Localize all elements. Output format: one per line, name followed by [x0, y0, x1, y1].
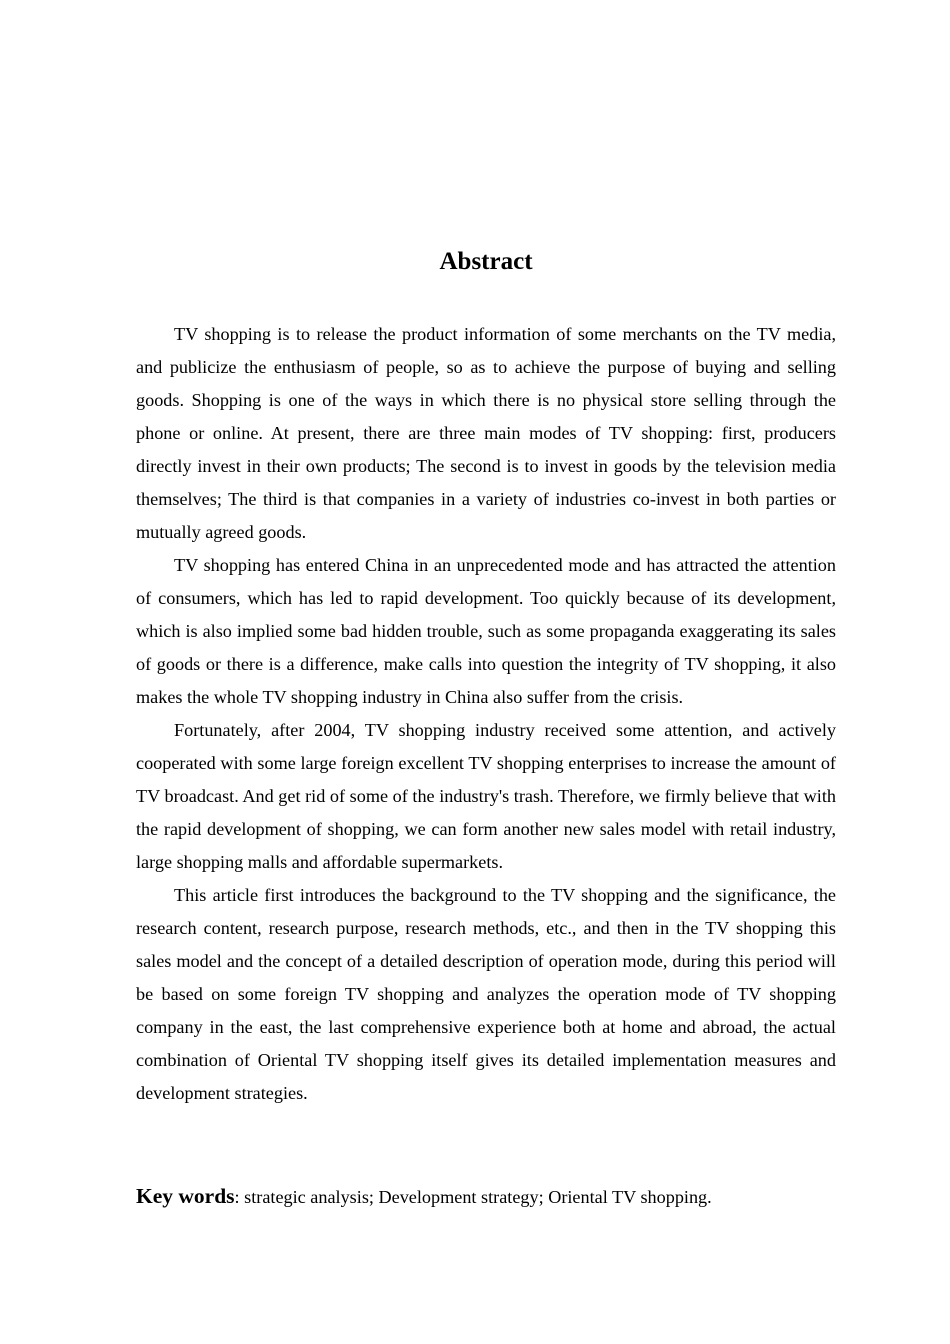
abstract-paragraph-3: Fortunately, after 2004, TV shopping industry received some attention, and actively cooperated with some large foreign excellent TV shopping enterprises to increase the amount of TV broadcast. And get rid of some of the industry's trash. Therefore, we firmly believe that with the rapid development of shopping, we can form another new sales model with retail industry, large shopping malls and affordable supermarkets. — [136, 720, 836, 872]
abstract-title: Abstract — [439, 248, 533, 275]
abstract-paragraph-1: TV shopping is to release the product information of some merchants on the TV media, and publicize the enthusiasm of people, so as to achieve the purpose of buying and selling goods. Shopping is one of the ways in which there is no physical store selling through the phone or online. At present, there are three main modes of TV shopping: first, producers directly invest in their own products; The second is to invest in goods by the television media themselves; The third is that companies in a variety of industries co-invest in both parties or mutually agreed goods. — [136, 324, 836, 542]
keywords-label: Key words — [136, 1184, 235, 1208]
keywords-text: : strategic analysis; Development strategy; Oriental TV shopping. — [234, 1187, 712, 1207]
keywords-line — [136, 1180, 836, 1214]
abstract-body — [136, 318, 836, 1110]
abstract-paragraph-2: TV shopping has entered China in an unprecedented mode and has attracted the attention of consumers, which has led to rapid development. Too quickly because of its development, which is also implied some bad hidden trouble, such as some propaganda exaggerating its sales of goods or there is a difference, make calls into question the integrity of TV shopping, it also makes the whole TV shopping industry in China also suffer from the crisis. — [136, 555, 836, 707]
abstract-paragraph-4: This article first introduces the background to the TV shopping and the significance, the research content, research purpose, research methods, etc., and then in the TV shopping this sales model and the concept of a detailed description of operation mode, during this period will be based on some foreign TV shopping and analyzes the operation mode of TV shopping company in the east, the last comprehensive experience both at home and abroad, the actual combination of Oriental TV shopping itself gives its detailed implementation measures and development strategies. — [136, 885, 836, 1103]
